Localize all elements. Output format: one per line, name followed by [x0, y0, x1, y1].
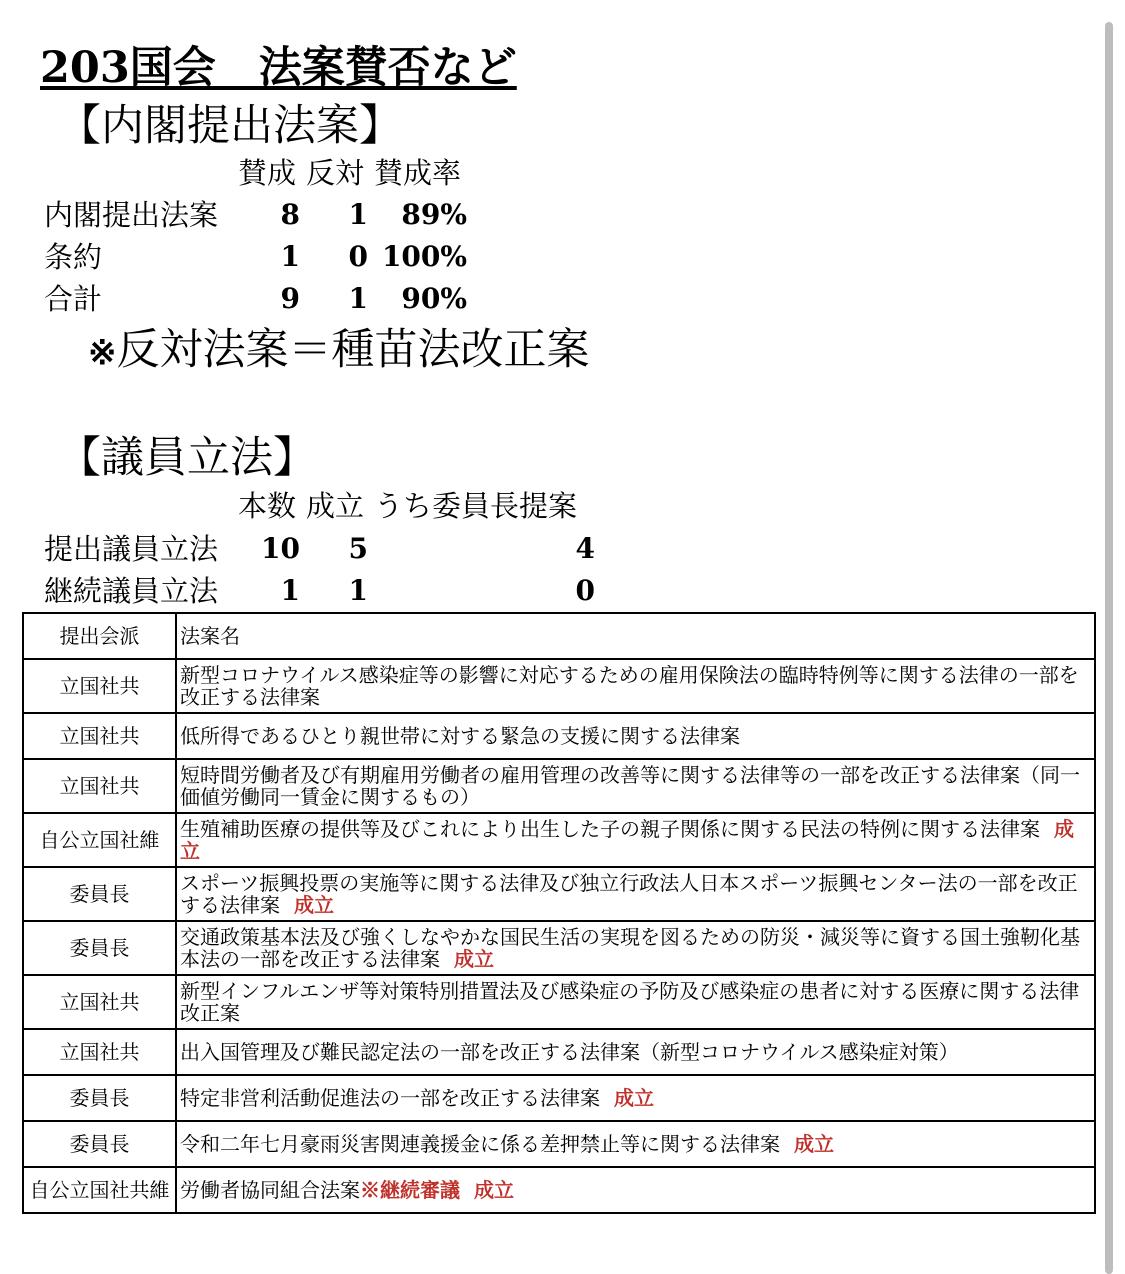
cabinet-col-against: 反対 [306, 156, 365, 190]
scrollbar[interactable] [1105, 22, 1113, 1274]
bill-name: 特定非営利活動促進法の一部を改正する法律案 [180, 1086, 600, 1110]
bill-name: 交通政策基本法及び強くしなやかな国民生活の実現を図るための防災・減災等に資する国土強靭化基本法の一部を改正する法律案 [180, 925, 1080, 971]
bill-name: 短時間労働者及び有期雇用労働者の雇用管理の改善等に関する法律等の一部を改正する法律案（同一価値労働同一賃金に関するもの） [180, 763, 1080, 809]
table-row [23, 1167, 1095, 1213]
cabinet-row-against: 1 [348, 198, 368, 231]
bill-name: スポーツ振興投票の実施等に関する法律及び独立行政法人日本スポーツ振興センター法の一部を改正する法律案 [180, 871, 1078, 917]
bill-party: 委員長 [23, 867, 176, 921]
passed-badge: 成立 [454, 947, 494, 971]
bill-name: 生殖補助医療の提供等及びこれにより出生した子の親子関係に関する民法の特例に関する法律案 [180, 817, 1040, 841]
table-row [23, 921, 1095, 975]
bill-name: 出入国管理及び難民認定法の一部を改正する法律案（新型コロナウイルス感染症対策） [180, 1040, 959, 1064]
cabinet-row-against: 0 [348, 240, 368, 273]
table-row [23, 867, 1095, 921]
bill-party: 立国社共 [23, 975, 176, 1029]
member-row-label: 継続議員立法 [44, 574, 219, 608]
member-row-count: 10 [261, 532, 300, 565]
bill-name: 低所得であるひとり親世帯に対する緊急の支援に関する法律案 [180, 724, 740, 748]
table-row [23, 659, 1095, 713]
passed-badge: 成立 [180, 817, 1074, 863]
member-row-count: 1 [280, 574, 300, 607]
cabinet-row-rate: 100% [381, 240, 467, 273]
bill-party: 立国社共 [23, 659, 176, 713]
bill-party: 自公立国社維 [23, 813, 176, 867]
bill-name: 労働者協同組合法案 [180, 1178, 360, 1202]
page-title: 203国会 法案賛否など [40, 43, 517, 93]
cabinet-col-for: 賛成 [238, 156, 297, 190]
table-row [23, 1029, 1095, 1075]
cabinet-col-rate: 賛成率 [374, 156, 462, 190]
table-row [23, 1121, 1095, 1167]
cabinet-row-for: 8 [280, 198, 300, 231]
bill-party: 委員長 [23, 1075, 176, 1121]
note-text: 反対法案＝種苗法改正案 [116, 325, 590, 375]
member-row-label: 提出議員立法 [44, 532, 219, 566]
continued-deliberation-note: ※継続審議 [360, 1178, 460, 1202]
table-row [23, 975, 1095, 1029]
cabinet-row-rate: 90% [401, 282, 467, 315]
bill-name-cell [176, 759, 1095, 813]
bill-name-cell [176, 813, 1095, 867]
bill-party: 委員長 [23, 1121, 176, 1167]
passed-badge: 成立 [294, 893, 334, 917]
bill-name-cell [176, 1167, 1095, 1213]
cabinet-row-label: 条約 [44, 240, 103, 274]
bill-name: 新型インフルエンザ等対策特別措置法及び感染症の予防及び感染症の患者に対する医療に関する法律改正案 [180, 979, 1080, 1025]
member-col-passed: 成立 [306, 489, 365, 523]
passed-badge: 成立 [794, 1132, 834, 1156]
cabinet-row-for: 1 [280, 240, 300, 273]
table-header-row [23, 613, 1095, 659]
bill-party: 自公立国社共維 [23, 1167, 176, 1213]
table-row [23, 1075, 1095, 1121]
member-row-chair: 4 [575, 532, 595, 565]
table-row [23, 713, 1095, 759]
bill-name-cell [176, 975, 1095, 1029]
bill-name-cell [176, 659, 1095, 713]
bill-party: 立国社共 [23, 713, 176, 759]
passed-badge: 成立 [614, 1086, 654, 1110]
member-row-passed: 5 [348, 532, 368, 565]
member-row-passed: 1 [348, 574, 368, 607]
table-row [23, 813, 1095, 867]
bill-name-cell [176, 1075, 1095, 1121]
bill-party: 立国社共 [23, 1029, 176, 1075]
bill-name-cell [176, 921, 1095, 975]
bills-table [22, 612, 1096, 1214]
cabinet-row-label: 内閣提出法案 [44, 198, 219, 232]
bill-name-cell [176, 867, 1095, 921]
member-row-chair: 0 [575, 574, 595, 607]
cabinet-row-label: 合計 [44, 282, 103, 316]
cabinet-row-rate: 89% [401, 198, 467, 231]
bill-name-cell [176, 1121, 1095, 1167]
header-party: 提出会派 [23, 613, 176, 659]
cabinet-row-for: 9 [280, 282, 300, 315]
cabinet-heading: 【内閣提出法案】 [58, 101, 402, 151]
bill-name-cell [176, 1029, 1095, 1075]
cabinet-row-against: 1 [348, 282, 368, 315]
member-heading: 【議員立法】 [58, 433, 316, 483]
opposed-bill-note [88, 324, 590, 379]
member-col-count: 本数 [238, 489, 297, 523]
header-bill-name: 法案名 [176, 613, 1095, 659]
bill-name: 新型コロナウイルス感染症等の影響に対応するための雇用保険法の臨時特例等に関する法律の一部を改正する法律案 [180, 663, 1079, 709]
bill-name: 令和二年七月豪雨災害関連義援金に係る差押禁止等に関する法律案 [180, 1132, 780, 1156]
bill-party: 委員長 [23, 921, 176, 975]
bill-name-cell [176, 713, 1095, 759]
note-mark: ※ [88, 333, 117, 373]
passed-badge: 成立 [474, 1178, 514, 1202]
member-col-chair: うち委員長提案 [374, 489, 578, 523]
table-row [23, 759, 1095, 813]
bill-party: 立国社共 [23, 759, 176, 813]
